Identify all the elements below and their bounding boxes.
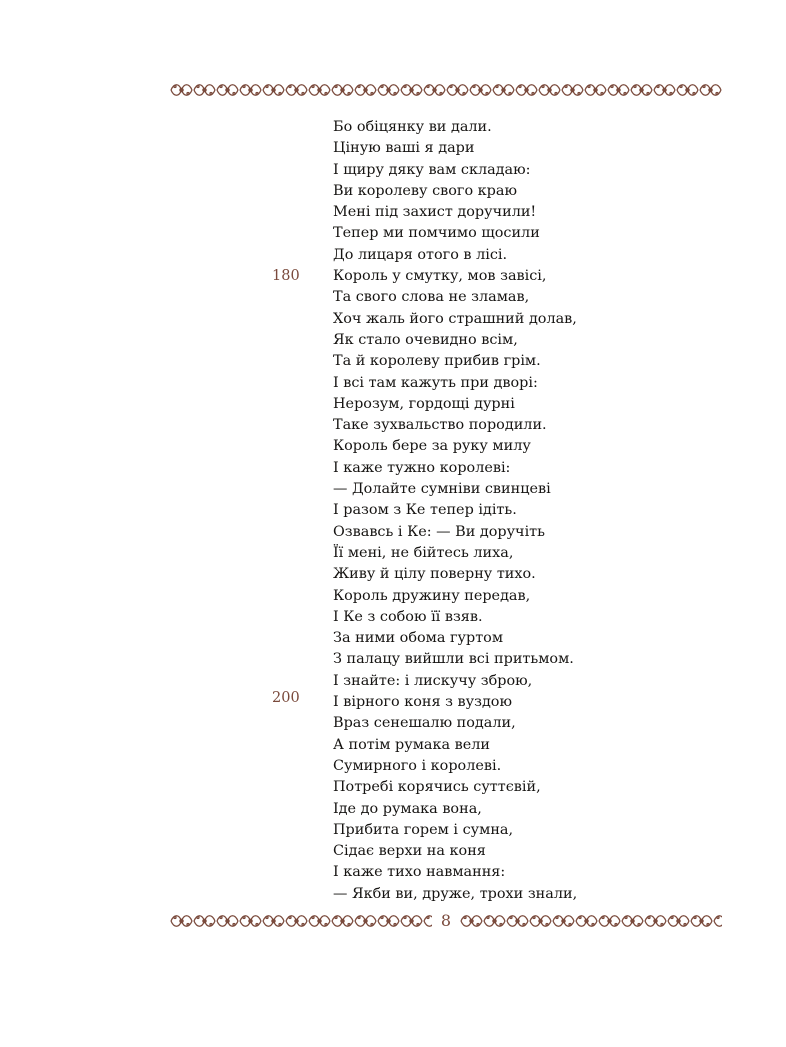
- poem-line: Ціную ваші я дари: [333, 140, 475, 157]
- line-number: 180: [272, 268, 300, 284]
- poem-line: Король у смутку, мов завісі,: [333, 268, 547, 285]
- poem-line: Живу й цілу поверну тихо.: [333, 566, 536, 583]
- poem-line: Та й королеву прибив грім.: [333, 353, 541, 370]
- poem-line: І Ке з собою її взяв.: [333, 608, 483, 625]
- top-ornament-border: [170, 80, 722, 100]
- poem-line: І всі там кажуть при дворі:: [333, 374, 538, 391]
- poem-line: — Долайте сумніви свинцеві: [333, 481, 551, 498]
- poem-line: І каже тужно королеві:: [333, 459, 511, 476]
- bottom-ornament-border-right: [460, 911, 722, 931]
- poem-line: Та свого слова не зламав,: [333, 289, 530, 306]
- poem-line: Сідає верхи на коня: [333, 843, 486, 860]
- poem-line: — Якби ви, друже, трохи знали,: [333, 885, 578, 902]
- poem-line: Нерозум, гордощі дурні: [333, 395, 515, 412]
- poem-line: Потребі корячись суттєвій,: [333, 779, 541, 796]
- poem-line: З палацу вийшли всі притьмом.: [333, 651, 574, 668]
- poem-text: [333, 117, 733, 905]
- poem-line: Її мені, не бійтесь лиха,: [333, 544, 514, 561]
- poem-line: А потім румака вели: [333, 736, 491, 753]
- poem-line: Хоч жаль його страшний долав,: [333, 310, 577, 327]
- ornament-pattern: [170, 80, 722, 100]
- poem-line: І вірного коня з вуздою: [333, 694, 513, 711]
- poem-line: Тепер ми помчимо щосили: [333, 225, 540, 242]
- poem-line: І разом з Ке тепер ідіть.: [333, 502, 517, 519]
- poem-line: Король дружину передав,: [333, 587, 531, 604]
- poem-line: До лицаря отого в лісі.: [333, 246, 508, 263]
- poem-line: І щиру дяку вам складаю:: [333, 161, 531, 178]
- poem-line: І каже тихо навмання:: [333, 864, 506, 881]
- poem-line: Враз сенешалю подали,: [333, 715, 516, 732]
- bottom-ornament-border-left: [170, 911, 432, 931]
- poem-line: Ви королеву свого краю: [333, 182, 517, 199]
- poem-line: Таке зухвальство породили.: [333, 417, 547, 434]
- poem-line: За ними обома гуртом: [333, 630, 504, 647]
- poem-line: Бо обіцянку ви дали.: [333, 119, 492, 135]
- poem-line: Як стало очевидно всім,: [333, 331, 518, 348]
- poem-line: Прибита горем і сумна,: [333, 821, 514, 838]
- ornament-pattern: [170, 911, 432, 931]
- line-number: 200: [272, 690, 300, 706]
- ornament-pattern: [460, 911, 722, 931]
- poem-line: Іде до румака вона,: [333, 800, 482, 817]
- poem-line: Король бере за руку милу: [333, 438, 531, 455]
- poem-line: Сумирного і королеві.: [333, 757, 502, 774]
- poem-line: Мені під захист доручили!: [333, 204, 537, 221]
- poem-line: Озвавсь і Ке: — Ви доручіть: [333, 523, 545, 540]
- page-number: 8: [440, 911, 452, 930]
- poem-line: І знайте: і лискучу зброю,: [333, 672, 533, 689]
